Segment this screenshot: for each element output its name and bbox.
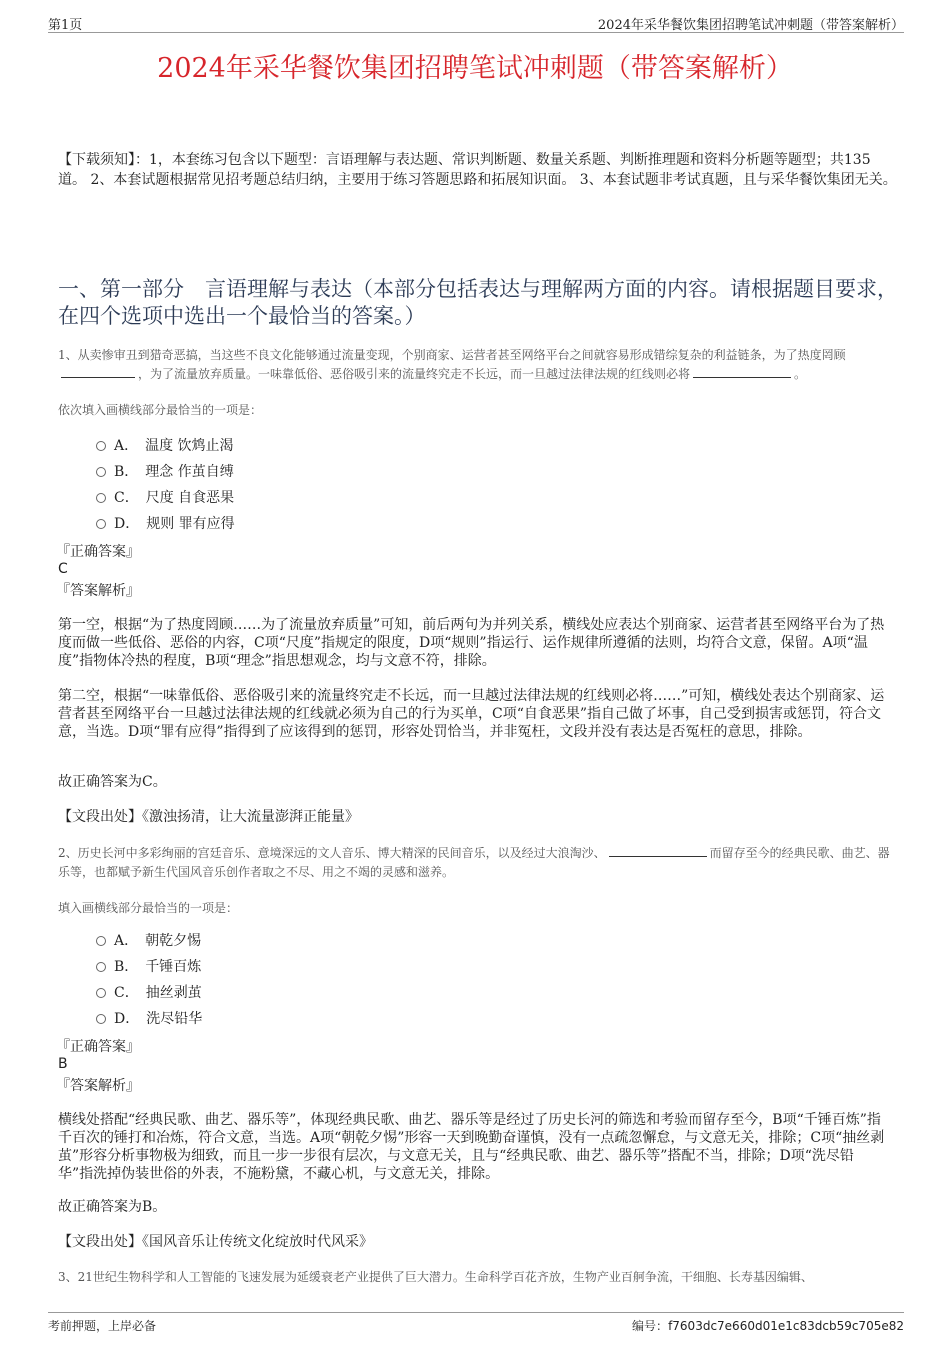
- analysis-label: 『答案解析』: [56, 1078, 140, 1094]
- page-footer: [48, 1312, 904, 1333]
- question-2-instruction: 填入画横线部分最恰当的一项是：: [58, 901, 239, 915]
- question-2-stem: 2、历史长河中多彩绚丽的宫廷音乐、意境深远的文人音乐、博大精深的民间音乐，以及经过大浪淘沙、 而留存至今的经典民歌、曲艺、器乐等，也都赋予新生代国风音乐创作者取之不尽、用之不竭的灵感和滋养。: [58, 846, 890, 879]
- footer-code: 编号：f7603dc7e660d01e1c83dcb59c705e82: [632, 1319, 904, 1333]
- radio-icon[interactable]: [96, 1014, 106, 1024]
- page-number: 第1页: [48, 18, 83, 33]
- radio-icon[interactable]: [96, 988, 106, 998]
- correct-answer: B: [58, 1056, 68, 1072]
- radio-icon[interactable]: [96, 441, 106, 451]
- option-c[interactable]: C． 抽丝剥茧: [96, 980, 202, 1006]
- radio-icon[interactable]: [96, 962, 106, 972]
- analysis-paragraph: 第二空，根据“一味靠低俗、恶俗吸引来的流量终究走不长远，而一旦越过法律法规的红线则必将……”可知，横线处表达个别商家、运营者甚至网络平台一旦越过法律法规的红线就必须为自己的行为买单，C项“自食恶果”指自己做了坏事，自己受到损害或惩罚，符合文意，当选。D项“罪有应得”指得到了应该得到的惩罚，形容处罚恰当，并非冤枉，文段并没有表达是否冤枉的意思，排除。: [58, 688, 885, 740]
- correct-answer: C: [58, 561, 68, 577]
- question-1-options: [96, 433, 235, 537]
- analysis-label: 『答案解析』: [56, 583, 140, 599]
- option-b[interactable]: B． 千锤百炼: [96, 954, 202, 980]
- option-c[interactable]: C． 尺度 自食恶果: [96, 485, 235, 511]
- radio-icon[interactable]: [96, 936, 106, 946]
- blank-line: [609, 844, 707, 857]
- correct-answer-label: 『正确答案』: [56, 1039, 140, 1055]
- source-citation: 【文段出处】《国风音乐让传统文化绽放时代风采》: [58, 1234, 373, 1250]
- footer-slogan: 考前押题，上岸必备: [48, 1319, 157, 1333]
- blank-line: [61, 365, 135, 378]
- page-header: [48, 14, 904, 33]
- question-1-stem: 1、从卖惨审丑到猎奇恶搞，当这些不良文化能够通过流量变现，个别商家、运营者甚至网络平台之间就容易形成错综复杂的利益链条，为了热度罔顾，为了流量放弃质量。一味靠低俗、恶俗吸引来的流量终究走不长远，而一旦越过法律法规的红线则必将 。: [58, 348, 846, 381]
- radio-icon[interactable]: [96, 467, 106, 477]
- question-2-options: [96, 928, 202, 1032]
- header-doc-title: 2024年采华餐饮集团招聘笔试冲刺题（带答案解析）: [597, 18, 904, 33]
- option-a[interactable]: A． 朝乾夕惕: [96, 928, 202, 954]
- correct-answer-label: 『正确答案』: [56, 544, 140, 560]
- question-3-stem: 3、21世纪生物科学和人工智能的飞速发展为延缓衰老产业提供了巨大潜力。生命科学百花齐放，生物产业百舸争流，干细胞、长寿基因编辑、: [58, 1270, 813, 1284]
- radio-icon[interactable]: [96, 493, 106, 503]
- page-title: 2024年采华餐饮集团招聘笔试冲刺题（带答案解析）: [157, 53, 793, 84]
- conclusion: 故正确答案为B。: [58, 1199, 167, 1215]
- option-b[interactable]: B． 理念 作茧自缚: [96, 459, 235, 485]
- radio-icon[interactable]: [96, 519, 106, 529]
- option-d[interactable]: D． 规则 罪有应得: [96, 511, 235, 537]
- section-heading: 一、第一部分 言语理解与表达（本部分包括表达与理解两方面的内容。请根据题目要求，在四个选项中选出一个最恰当的答案。）: [58, 277, 898, 328]
- option-a[interactable]: A． 温度 饮鸩止渴: [96, 433, 235, 459]
- analysis-paragraph: 第一空，根据“为了热度罔顾……为了流量放弃质量”可知，前后两句为并列关系，横线处应表达个别商家、运营者甚至网络平台为了热度而做一些低俗、恶俗的内容，C项“尺度”指规定的限度，D项“规则”指运行、运作规律所遵循的法则，均符合文意，保留。A项“温度”指物体冷热的程度，B项“理念”指思想观念，均与文意不符，排除。: [58, 617, 885, 669]
- source-citation: 【文段出处】《激浊扬清，让大流量澎湃正能量》: [58, 809, 359, 825]
- download-notice: 【下载须知】：1，本套练习包含以下题型：言语理解与表达题、常识判断题、数量关系题、判断推理题和资料分析题等题型；共135道。 2、本套试题根据常见招考题总结归纳，主要用于练习答题思路和拓展知识面。 3、本套试题非考试真题，且与采华餐饮集团无关。: [58, 152, 897, 188]
- analysis-paragraph: 横线处搭配“经典民歌、曲艺、器乐等”，体现经典民歌、曲艺、器乐等是经过了历史长河的筛选和考验而留存至今，B项“千锤百炼”指千百次的锤打和冶炼，符合文意，当选。A项“朝乾夕惕”形容一天到晚勤奋谨慎，没有一点疏忽懈怠，与文意无关，排除；C项“抽丝剥茧”形容分析事物极为细致，而且一步一步很有层次，与文意无关，且与“经典民歌、曲艺、器乐等”搭配不当，排除；D项“洗尽铅华”指洗掉伪装世俗的外表，不施粉黛，不藏心机，与文意无关，排除。: [58, 1112, 885, 1182]
- question-1-instruction: 依次填入画横线部分最恰当的一项是：: [58, 403, 263, 417]
- conclusion: 故正确答案为C。: [58, 774, 167, 790]
- blank-line: [693, 365, 791, 378]
- option-d[interactable]: D． 洗尽铅华: [96, 1006, 202, 1032]
